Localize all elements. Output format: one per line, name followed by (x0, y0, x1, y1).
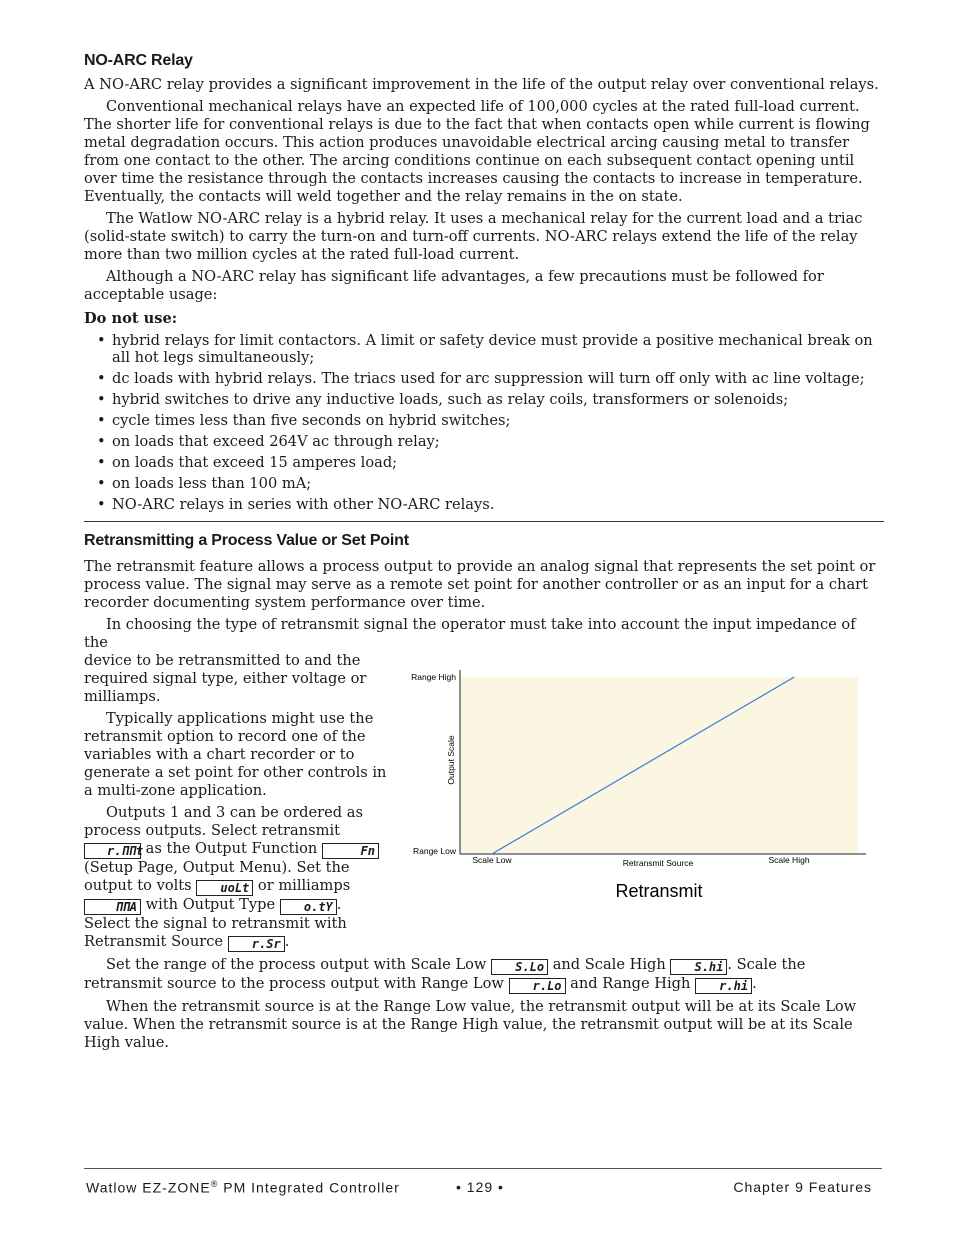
lcd-rlo: r.Lo (509, 978, 566, 994)
x-tick-label: Scale Low (472, 855, 512, 865)
lcd-rsr: r.Sr (228, 936, 285, 952)
lcd-rmt: r.ΠΠt (84, 843, 141, 859)
noarc-heading: NO-ARC Relay (84, 52, 193, 69)
retransmit-para-6: When the retransmit source is at the Range Low value, the retransmit output will be at its Scale Low value. When the retransmit source is at the Range High value, the retransmit output will be at its Scale High value. (84, 998, 857, 1051)
list-item: • on loads that exceed 264V ac through relay; (112, 433, 884, 450)
footer-chapter: Chapter 9 Features (733, 1179, 872, 1195)
retransmit-heading: Retransmitting a Process Value or Set Point (84, 532, 409, 549)
footer-product: Watlow EZ-ZONE® PM Integrated Controller (86, 1179, 400, 1196)
lcd-fn: Fn (322, 843, 379, 859)
lcd-ma: ΠΠA (84, 899, 141, 915)
list-item: • hybrid relays for limit contactors. A limit or safety device must provide a positive mechanical break on all hot legs simultaneously; (112, 332, 884, 366)
retransmit-para-2a: In choosing the type of retransmit signal the operator must take into account the input impedance of the (84, 616, 856, 651)
y-tick-label: Range High (411, 672, 456, 682)
do-not-use-label: Do not use: (84, 310, 178, 327)
lcd-oty: o.tY (280, 899, 337, 915)
retransmit-para-3: Typically applications might use the retransmit option to record one of the variables with a chart recorder or to generate a set point for other controls in a multi-zone application. (84, 710, 387, 799)
list-item: • NO-ARC relays in series with other NO-ARC relays. (112, 496, 884, 513)
page-number: • 129 • (456, 1179, 504, 1195)
do-not-use-list (84, 332, 884, 513)
retransmit-chart (410, 665, 870, 905)
noarc-para-2: Conventional mechanical relays have an expected life of 100,000 cycles at the rated full-load current. The shorter life for conventional relays is due to the fact that when contacts open while current is flowing metal degradation occurs. This action produces unavoidable electrical arcing causing metal to transfer from one contact to the other. The arcing conditions continue on each subsequent contact opening until over time the resistance through the contacts increases causing the contacts to increase in temperature. Eventually, the contacts will weld together and the relay remains in the on state. (84, 98, 870, 205)
y-tick-label: Range Low (412, 846, 456, 856)
list-item: • hybrid switches to drive any inductive loads, such as relay coils, transformers or solenoids; (112, 391, 884, 408)
retransmit-figure (410, 665, 870, 905)
chart-title: Retransmit (615, 881, 703, 901)
retransmit-para-1: The retransmit feature allows a process output to provide an analog signal that represents the set point or process value. The signal may serve as a remote set point for another controller or as an input for a chart recorder documenting system performance over time. (84, 558, 876, 611)
noarc-para-3: The Watlow NO-ARC relay is a hybrid relay. It uses a mechanical relay for the current load and a triac (solid-state switch) to carry the turn-on and turn-off currents. NO-ARC relays extend the life of the relay more than two million cycles at the rated full-load current. (84, 210, 863, 263)
list-item: • cycle times less than five seconds on hybrid switches; (112, 412, 884, 429)
lcd-rhi: r.hi (695, 978, 752, 994)
section-divider (84, 521, 884, 522)
list-item: • on loads that exceed 15 amperes load; (112, 454, 884, 471)
noarc-para-4: Although a NO-ARC relay has significant life advantages, a few precautions must be followed for acceptable usage: (84, 268, 824, 303)
left-column (84, 652, 390, 952)
list-item: • on loads less than 100 mA; (112, 475, 884, 492)
retransmit-para-5: Set the range of the process output with Scale Low S.Lo and Scale High S.hi . Scale the retransmit source to the process output with Range Low r.Lo and Range High r.hi . (84, 956, 806, 993)
retransmit-para-4: Outputs 1 and 3 can be ordered as process outputs. Select retransmit r.ΠΠt as the Output Function Fn (Setup Page, Output Menu). Set the output to volts uoLt or milliamps ΠΠA with Output Type o.tY . Select the signal to retransmit with Retransmit Source r.Sr . (84, 804, 390, 952)
list-item: • dc loads with hybrid relays. The triacs used for arc suppression will turn off only with ac line voltage; (112, 370, 884, 387)
x-tick-label: Scale High (768, 855, 810, 865)
lcd-volt: uoLt (196, 880, 253, 896)
noarc-para-1: A NO-ARC relay provides a significant improvement in the life of the output relay over conventional relays. (84, 76, 879, 93)
y-axis-label: Output Scale (446, 735, 456, 785)
x-axis-label: Retransmit Source (622, 858, 694, 868)
page-content (84, 52, 884, 1056)
page-footer (84, 1168, 882, 1196)
lcd-shi: S.hi (670, 959, 727, 975)
lcd-slo: S.Lo (491, 959, 548, 975)
retransmit-para-2b: device to be retransmitted to and the required signal type, either voltage or milliamps. (84, 652, 367, 705)
plot-area (460, 677, 858, 853)
